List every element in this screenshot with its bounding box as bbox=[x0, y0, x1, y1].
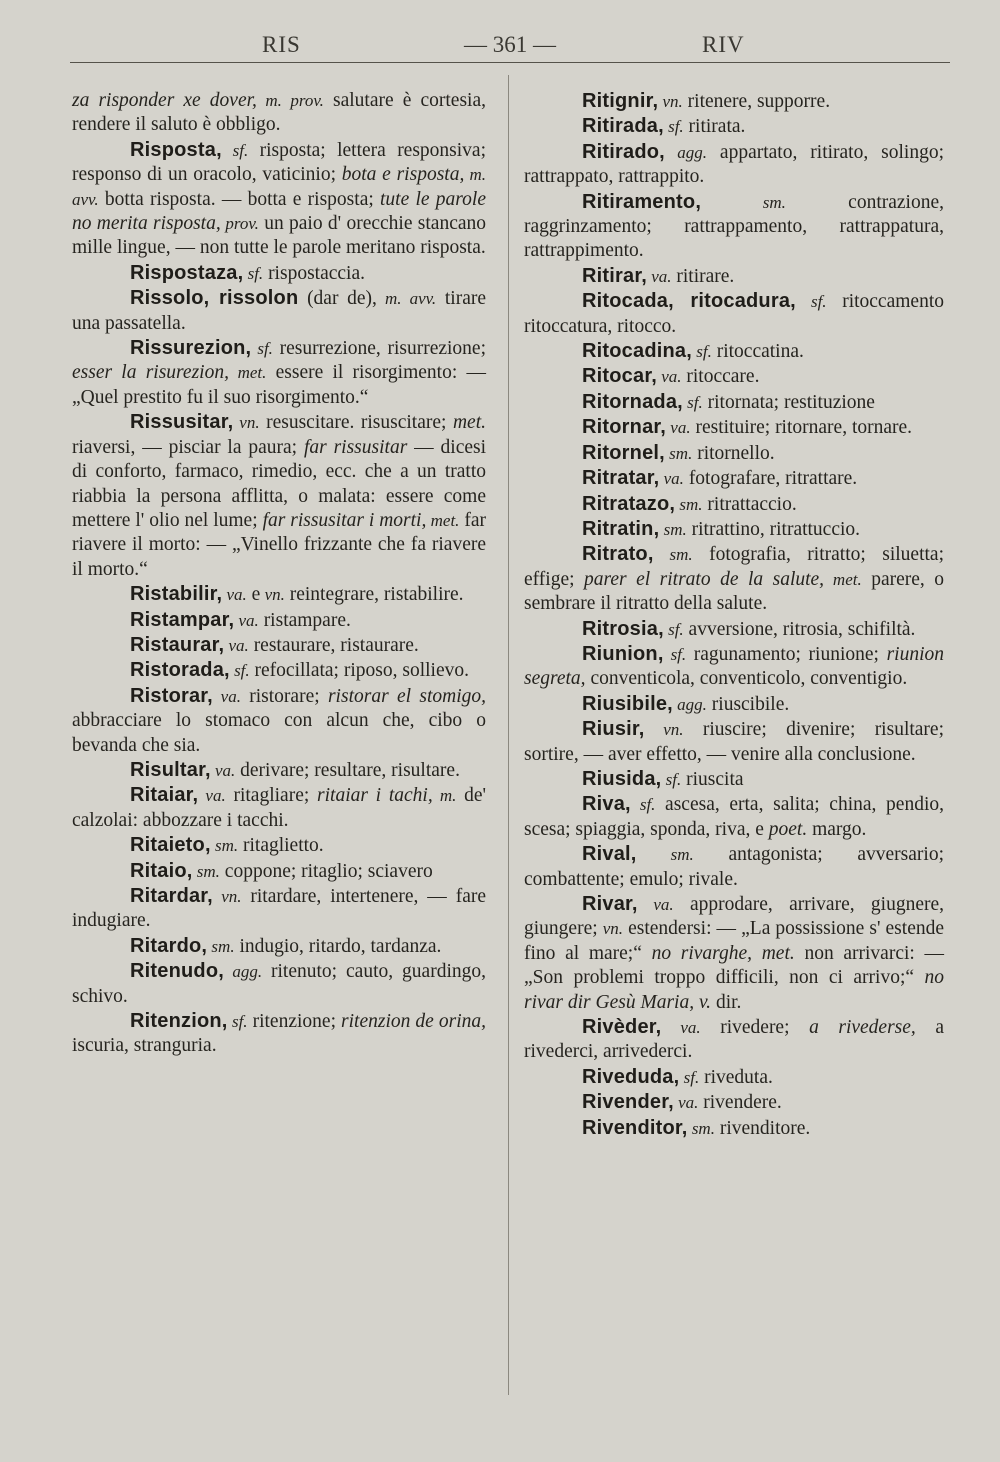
dictionary-entry bbox=[524, 642, 944, 692]
definition-text: (dar de), bbox=[298, 288, 377, 310]
definition-text: ritoccare. bbox=[681, 366, 760, 388]
definition-text: iscuria, stranguria. bbox=[72, 1035, 217, 1057]
entry-headword: Rivèder, bbox=[582, 1016, 662, 1039]
dictionary-entry bbox=[72, 658, 486, 683]
grammar-label: va. bbox=[234, 610, 259, 630]
dictionary-entry bbox=[524, 492, 944, 517]
definition-text: e bbox=[246, 584, 261, 606]
dictionary-entry bbox=[524, 415, 944, 440]
grammar-label: agg. bbox=[224, 962, 263, 982]
dictionary-entry bbox=[72, 758, 486, 783]
dictionary-entry bbox=[72, 138, 486, 261]
entry-headword: Rissusitar, bbox=[130, 411, 234, 434]
definition-text: salutare è cortesia, rendere il saluto è obbligo. bbox=[72, 90, 487, 136]
page-number: — 361 — bbox=[464, 32, 556, 57]
entry-headword: Ristorar, bbox=[130, 684, 213, 707]
definition-text: risposta; lettera responsiva; responso di un oracolo, vaticinio; bbox=[72, 139, 487, 186]
dictionary-entry bbox=[72, 859, 486, 884]
definition-text: conventicola, conventicolo, conventigio. bbox=[585, 668, 908, 690]
grammar-label: va. bbox=[212, 686, 241, 706]
grammar-label: m. avv. bbox=[72, 165, 486, 209]
dictionary-entry bbox=[524, 1116, 944, 1141]
grammar-label: sm. bbox=[687, 1118, 715, 1138]
dictionary-entry bbox=[524, 289, 944, 339]
definition-text: ritornello. bbox=[692, 442, 775, 464]
dictionary-entry bbox=[524, 692, 944, 717]
dictionary-entry bbox=[524, 892, 944, 1015]
definition-text: ritaglietto. bbox=[238, 835, 324, 857]
grammar-label: m. avv. bbox=[376, 289, 437, 309]
definition-text: un paio d' orecchie stancano mille lingue, — non tutte le parole meritano risposta. bbox=[72, 213, 487, 259]
definition-text: ristampare. bbox=[258, 609, 351, 631]
definition-text: coppone; ritaglio; sciavero bbox=[219, 860, 433, 882]
entry-headword: Ritirada, bbox=[582, 115, 664, 138]
dictionary-entry bbox=[524, 264, 944, 289]
entry-headword: Ritrosia, bbox=[582, 617, 664, 640]
grammar-label: vn. bbox=[602, 919, 624, 939]
grammar-label: m. bbox=[432, 786, 457, 806]
grammar-label: sm. bbox=[701, 192, 786, 212]
grammar-label: sm. bbox=[675, 494, 703, 514]
grammar-label: va. bbox=[659, 469, 684, 489]
example-phrase: ritenzion de orina, bbox=[341, 1011, 486, 1033]
dictionary-entry bbox=[524, 1065, 944, 1090]
grammar-label: va. bbox=[656, 367, 682, 387]
entry-headword: Ritocada, ritocadura, bbox=[582, 290, 796, 313]
grammar-label: va. bbox=[673, 1093, 699, 1113]
definition-text: — dicesi di conforto, farmaco, rimedio, ecc. che a un tratto riabbia la persona afflitta, o malata: essere come mettere l' olio nel lume; bbox=[72, 436, 487, 531]
dictionary-entry bbox=[524, 140, 944, 190]
grammar-label: sm. bbox=[653, 545, 693, 565]
grammar-label: sf. bbox=[795, 292, 827, 312]
definition-text: essere il risorgimento: — „Quel prestito fu il suo risorgimento.“ bbox=[72, 362, 486, 408]
entry-headword: Ristampar, bbox=[130, 608, 235, 631]
definition-text: avversione, ritrosia, schifiltà. bbox=[683, 618, 916, 640]
entry-headword: Rivender, bbox=[582, 1091, 674, 1114]
entry-headword: Ritocar, bbox=[582, 365, 657, 388]
dictionary-entry bbox=[524, 364, 944, 389]
example-phrase: esser la risurezion, bbox=[72, 362, 229, 384]
dictionary-entry bbox=[524, 1015, 944, 1065]
definition-text: refocillata; riposo, sollievo. bbox=[249, 660, 469, 682]
entry-headword: Riusibile, bbox=[582, 692, 673, 715]
dictionary-entry bbox=[524, 89, 944, 114]
dictionary-entry bbox=[72, 783, 486, 833]
grammar-label: va. bbox=[198, 786, 226, 806]
definition-text: non arrivarci: — „Son problemi troppo difficili, non ci arrivo;“ bbox=[524, 942, 944, 989]
grammar-label: va. bbox=[210, 760, 236, 780]
entry-headword: Rival, bbox=[582, 843, 637, 866]
entry-headword: Ristaurar, bbox=[130, 633, 225, 656]
dictionary-entry bbox=[524, 717, 944, 767]
grammar-label: va. bbox=[224, 635, 249, 655]
grammar-label: vn. bbox=[658, 92, 683, 111]
definition-text: abbracciare lo stomaco con alcun che, cibo o bevanda che sia. bbox=[72, 710, 486, 756]
example-phrase: met. bbox=[452, 412, 486, 434]
grammar-label: vn. bbox=[260, 585, 285, 605]
grammar-label: agg. bbox=[664, 142, 707, 162]
example-phrase: far rissusitar i morti, bbox=[262, 509, 427, 531]
header-right-guideword: RIV bbox=[702, 32, 745, 57]
grammar-label: va. bbox=[666, 418, 691, 438]
entry-headword: Ritenzion, bbox=[130, 1010, 228, 1033]
grammar-label: sf. bbox=[663, 644, 687, 664]
grammar-label: va. bbox=[222, 585, 247, 605]
definition-text: ritenzione; bbox=[247, 1011, 342, 1033]
definition-text: appartato, ritirato, solingo; rattrappato, rattrappito. bbox=[524, 141, 944, 188]
grammar-label: va. bbox=[661, 1018, 701, 1038]
definition-text: ritornata; restituzione bbox=[702, 391, 875, 413]
definition-text: restituire; ritornare, tornare. bbox=[690, 417, 913, 439]
entry-headword: Rivenditor, bbox=[582, 1116, 688, 1139]
entry-headword: Ritornar, bbox=[582, 416, 667, 439]
entry-headword: Ritratazo, bbox=[582, 492, 676, 515]
dictionary-entry bbox=[72, 261, 486, 286]
example-phrase: no rivar dir Gesù Maria, bbox=[524, 967, 944, 1013]
entry-headword: Ritocadina, bbox=[582, 340, 692, 363]
definition-text: botta risposta. — botta e risposta; bbox=[98, 188, 380, 210]
grammar-label: vn. bbox=[212, 887, 242, 906]
dictionary-entry bbox=[72, 833, 486, 858]
definition-text: margo. bbox=[807, 818, 867, 840]
definition-text: ritirata. bbox=[683, 116, 746, 138]
left-column bbox=[72, 89, 486, 1059]
dictionary-entry bbox=[524, 339, 944, 364]
grammar-label: sf. bbox=[630, 795, 656, 815]
dictionary-entry bbox=[524, 114, 944, 139]
entry-headword: Ritiramento, bbox=[582, 190, 702, 213]
example-phrase: far rissusitar bbox=[303, 436, 408, 458]
dictionary-entry bbox=[72, 884, 486, 934]
definition-text: fotografare, ritrattare. bbox=[683, 468, 858, 490]
header-left-guideword: RIS bbox=[262, 32, 301, 57]
definition-text: approdare, arrivare, giugnere, giungere; bbox=[524, 894, 944, 940]
dictionary-entry bbox=[72, 684, 486, 758]
entry-headword: Ritornel, bbox=[582, 441, 665, 464]
grammar-label: agg. bbox=[672, 694, 707, 714]
dictionary-entry bbox=[524, 617, 944, 642]
entry-headword: Ritornada, bbox=[582, 390, 683, 413]
definition-text: fotografia, ritratto; siluetta; effige; bbox=[524, 544, 944, 590]
dictionary-entry bbox=[72, 89, 486, 138]
entry-headword: Risposta, bbox=[130, 138, 222, 161]
grammar-label: sm. bbox=[207, 936, 235, 956]
entry-headword: Ritrato, bbox=[582, 543, 654, 566]
grammar-label: sm. bbox=[664, 443, 693, 463]
grammar-label: sf. bbox=[679, 1067, 700, 1087]
dictionary-entry bbox=[72, 286, 486, 336]
definition-text: dir. bbox=[711, 991, 742, 1013]
grammar-label: va. bbox=[637, 895, 674, 914]
definition-text: estendersi: — „La possissione s' estende fino al mare;“ bbox=[524, 918, 945, 964]
dictionary-entry bbox=[72, 1009, 486, 1059]
definition-text: ragunamento; riunione; bbox=[686, 643, 887, 665]
definition-text: resurrezione, risurrezione; bbox=[272, 338, 486, 360]
dictionary-entry bbox=[524, 441, 944, 466]
entry-headword: Ristorada, bbox=[130, 659, 230, 682]
entry-headword: Ritardo, bbox=[130, 934, 208, 957]
grammar-label: sm. bbox=[636, 845, 694, 865]
grammar-label: sf. bbox=[221, 140, 249, 160]
definition-text: riuscire; divenire; risultare; sortire, — aver effetto, — venire alla conclusione. bbox=[524, 719, 944, 765]
dictionary-entry bbox=[72, 336, 486, 410]
grammar-label: va. bbox=[646, 266, 672, 286]
dictionary-entry bbox=[524, 842, 944, 892]
grammar-label: prov. bbox=[220, 214, 259, 234]
entry-headword: Riva, bbox=[582, 793, 631, 816]
grammar-label: sf. bbox=[251, 339, 273, 359]
entry-headword: Ristabilir, bbox=[130, 583, 223, 606]
definition-text: riaversi, — pisciar la paura; bbox=[72, 436, 304, 458]
example-phrase: za risponder xe dover, bbox=[72, 90, 257, 111]
entry-headword: Ritardar, bbox=[130, 885, 213, 907]
dictionary-entry bbox=[524, 390, 944, 415]
dictionary-entry bbox=[72, 934, 486, 959]
definition-text: antagonista; avversario; combattente; emulo; rivale. bbox=[524, 844, 944, 890]
example-phrase: poet. bbox=[768, 818, 808, 840]
definition-text: rivedere; bbox=[700, 1017, 810, 1039]
example-phrase: tute le parole no merita risposta, bbox=[72, 188, 486, 235]
dictionary-entry bbox=[524, 767, 944, 792]
definition-text: ristorare; bbox=[240, 685, 328, 707]
dictionary-entry bbox=[524, 466, 944, 491]
definition-text: riuscita bbox=[681, 768, 744, 790]
definition-text: rivenditore. bbox=[714, 1117, 811, 1139]
column-divider bbox=[508, 75, 509, 1395]
entry-headword: Riunion, bbox=[582, 642, 664, 665]
definition-text: de' calzolai: abbozzare i tacchi. bbox=[72, 785, 487, 831]
definition-text: a rivederci, arrivederci. bbox=[524, 1017, 945, 1063]
definition-text: parere, o sembrare il ritratto della salute. bbox=[524, 568, 945, 615]
grammar-label: sf. bbox=[227, 1012, 248, 1032]
definition-text: restaurare, ristaurare. bbox=[248, 634, 419, 656]
definition-text: ritrattaccio. bbox=[702, 493, 797, 515]
grammar-label: sm. bbox=[192, 861, 220, 881]
grammar-label: met. bbox=[824, 569, 862, 589]
definition-text: ritenere, supporre. bbox=[682, 91, 831, 112]
right-column bbox=[524, 89, 944, 1141]
entry-headword: Riusir, bbox=[582, 718, 645, 741]
definition-text: ritrattino, ritrattuccio. bbox=[686, 518, 861, 540]
grammar-label: sf. bbox=[682, 392, 703, 412]
grammar-label: met. bbox=[228, 363, 267, 383]
definition-text: tirare una passatella. bbox=[72, 288, 487, 334]
example-phrase: ristorar el stomigo, bbox=[327, 685, 486, 707]
definition-text: ritoccatina. bbox=[711, 341, 804, 363]
grammar-label: m. prov. bbox=[256, 91, 324, 110]
definition-text: rivendere. bbox=[698, 1092, 782, 1114]
definition-text: riveduta. bbox=[699, 1066, 773, 1088]
grammar-label: vn. bbox=[644, 720, 684, 740]
definition-text: ritagliare; bbox=[225, 785, 318, 807]
entry-headword: Rispostaza, bbox=[130, 261, 244, 284]
grammar-label: sf. bbox=[692, 342, 712, 362]
definition-text: reintegrare, ristabilire. bbox=[284, 584, 464, 606]
entry-headword: Risultar, bbox=[130, 758, 211, 781]
dictionary-entry bbox=[524, 1090, 944, 1115]
entry-headword: Ritirado, bbox=[582, 140, 665, 163]
dictionary-entry bbox=[72, 582, 486, 607]
example-phrase: v. bbox=[694, 991, 712, 1013]
entry-headword: Riveduda, bbox=[582, 1065, 680, 1088]
entry-headword: Rissurezion, bbox=[130, 337, 252, 360]
grammar-label: sf. bbox=[229, 661, 250, 681]
definition-text: far riavere il morto: — „Vinello frizzante che fa riavere il morto.“ bbox=[72, 509, 486, 580]
dictionary-entry bbox=[524, 542, 944, 616]
entry-headword: Ritaieto, bbox=[130, 834, 211, 857]
page-header bbox=[70, 28, 950, 62]
definition-text: derivare; resultare, risultare. bbox=[235, 759, 460, 781]
grammar-label: sf. bbox=[661, 769, 682, 789]
grammar-label: vn. bbox=[233, 413, 260, 433]
definition-text: ritirare. bbox=[671, 265, 735, 287]
grammar-label: met. bbox=[426, 510, 460, 530]
entry-headword: Ritaio, bbox=[130, 859, 193, 882]
entry-headword: Ritirar, bbox=[582, 264, 647, 287]
dictionary-entry bbox=[524, 792, 944, 842]
entry-headword: Riusida, bbox=[582, 767, 662, 790]
entry-headword: Ritenudo, bbox=[130, 960, 225, 983]
grammar-label: sf. bbox=[663, 619, 684, 639]
definition-text: ritenuto; cauto, guardingo, schivo. bbox=[72, 961, 486, 1007]
entry-headword: Ritratin, bbox=[582, 517, 660, 540]
dictionary-entry bbox=[72, 959, 486, 1009]
definition-text: ascesa, erta, salita; china, pendio, scesa; spiaggia, sponda, riva, e bbox=[524, 794, 945, 840]
grammar-label: sm. bbox=[659, 519, 687, 539]
example-phrase: riunion segreta, bbox=[524, 643, 944, 690]
entry-headword: Rissolo, rissolon bbox=[130, 287, 299, 310]
grammar-label: sm. bbox=[210, 836, 239, 856]
definition-text: ritoccamento ritoccatura, ritocco. bbox=[524, 291, 944, 337]
grammar-label: sf. bbox=[663, 117, 684, 137]
example-phrase: parer el ritrato de la salute, bbox=[584, 568, 825, 590]
definition-text: riuscibile. bbox=[706, 693, 790, 715]
entry-headword: Ritratar, bbox=[582, 467, 660, 490]
header-rule bbox=[70, 62, 950, 63]
dictionary-entry bbox=[72, 608, 486, 633]
entry-headword: Rivar, bbox=[582, 893, 638, 915]
example-phrase: no rivarghe, bbox=[651, 942, 753, 964]
definition-text: indugio, ritardo, tardanza. bbox=[234, 935, 442, 957]
example-phrase: ritaiar i tachi, bbox=[317, 785, 433, 807]
entry-headword: Ritaiar, bbox=[130, 784, 199, 807]
entry-headword: Ritignir, bbox=[582, 90, 659, 112]
definition-text: resuscitare. risuscitare; bbox=[259, 412, 453, 434]
definition-text: rispostaccia. bbox=[263, 262, 365, 284]
example-phrase: met. bbox=[752, 942, 795, 964]
dictionary-entry bbox=[72, 410, 486, 582]
dictionary-entry bbox=[524, 190, 944, 264]
dictionary-entry bbox=[524, 517, 944, 542]
example-phrase: a rivederse, bbox=[809, 1017, 916, 1039]
example-phrase: bota e risposta, bbox=[341, 164, 465, 186]
definition-text: contrazione, raggrinzamento; rattrappamento, rattrappatura, rattrappimento. bbox=[524, 191, 944, 262]
definition-text: ritardare, intertenere, — fare indugiare. bbox=[72, 886, 486, 932]
grammar-label: sf. bbox=[243, 263, 264, 283]
dictionary-entry bbox=[72, 633, 486, 658]
